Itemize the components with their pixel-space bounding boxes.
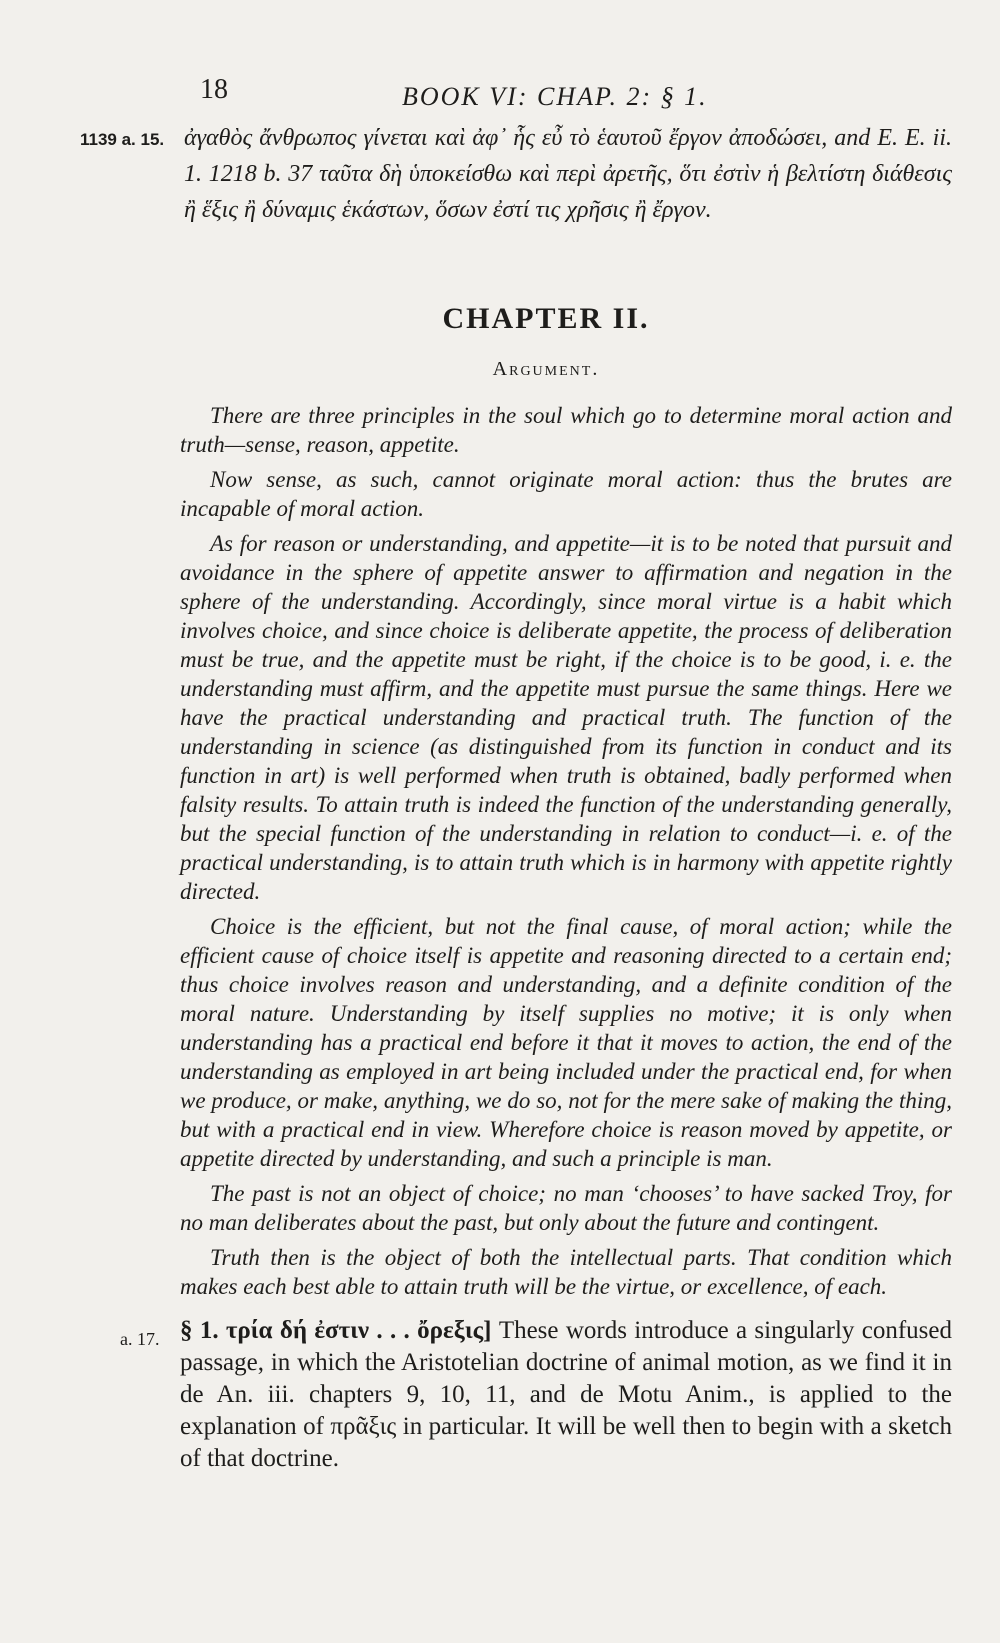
- note-reference: 1139 a. 15.: [80, 130, 165, 149]
- commentary-reference: a. 17.: [120, 1329, 160, 1349]
- argument-paragraph: As for reason or understanding, and appetite—it is to be noted that pursuit and avoidance in the sphere of appetite answer to affirmation and negation in the sphere of the understanding. Accordingly, since moral virtue is a habit which involves choice, and since choice is deliberate appetite, the process of deliberation must be true, and the appetite must be right, if the choice is to be good, i. e. the understanding must affirm, and the appetite must pursue the same things. Here we have the practical understanding and practical truth. The function of the understanding in science (as distinguished from its function in conduct and its function in art) is well performed when truth is obtained, badly performed when falsity results. To attain truth is indeed the function of the understanding generally, but the special function of the understanding in relation to conduct—i. e. of the practical understanding, is to attain truth which is in harmony with appetite rightly directed.: [180, 531, 952, 904]
- argument-paragraph: There are three principles in the soul which go to determine moral action and truth—sense, reason, appetite.: [180, 403, 952, 457]
- argument-heading: Argument.: [492, 358, 600, 380]
- running-title: BOOK VI: CHAP. 2: § 1.: [402, 82, 708, 111]
- argument-section: [180, 401, 952, 1301]
- note-text: ἀγαθὸς ἄνθρωπος γίνεται καὶ ἀφ᾽ ἧς εὖ τὸ ἑαυτοῦ ἔργον ἀποδώσει, and E. E. ii. 1. 1218 b. 37 ταῦτα δὴ ὑποκείσθω καὶ περὶ ἀρετῆς, ὅτι ἐστὶν ἡ βελτίστη διάθεσις ἢ ἕξις ἢ δύναμις ἑκάστων, ὅσων ἐστί τις χρῆσις ἢ ἔργον.: [184, 125, 952, 223]
- commentary-lemma: § 1. τρία δή ἐστιν . . . ὄρεξις]: [180, 1317, 492, 1344]
- argument-paragraph: Choice is the efficient, but not the final cause, of moral action; while the efficient cause of choice itself is appetite and reasoning directed to a certain end; thus choice involves reason and understanding, and a definite condition of the moral nature. Understanding by itself supplies no motive; it is only when understanding has a practical end before it that it moves to action, the end of the understanding as employed in art being included under the practical end, for when we produce, or make, anything, we do so, not for the mere sake of making the thing, but with a practical end in view. Wherefore choice is reason moved by appetite, or appetite directed by understanding, and such a principle is man.: [180, 914, 952, 1171]
- argument-paragraph: The past is not an object of choice; no man ‘chooses’ to have sacked Troy, for no man deliberates about the past, but only about the future and contingent.: [180, 1181, 952, 1235]
- page-number: 18: [200, 74, 228, 105]
- argument-paragraph: Now sense, as such, cannot originate moral action: thus the brutes are incapable of moral action.: [180, 467, 952, 521]
- continued-note: [80, 120, 952, 228]
- argument-paragraph: Truth then is the object of both the intellectual parts. That condition which makes each best able to attain truth will be the virtue, or excellence, of each.: [180, 1245, 952, 1299]
- running-head: [80, 70, 952, 120]
- commentary-text: [180, 1315, 952, 1475]
- commentary-body: These words introduce a singularly confused passage, in which the Aristotelian doctrine of animal motion, as we find it in de An. iii. chapters 9, 10, 11, and de Motu Anim., is applied to the explanation of πρᾶξις in particular. It will be well then to begin with a sketch of that doctrine.: [180, 1317, 952, 1472]
- chapter-title: CHAPTER II.: [442, 302, 650, 335]
- commentary-block: [80, 1315, 952, 1475]
